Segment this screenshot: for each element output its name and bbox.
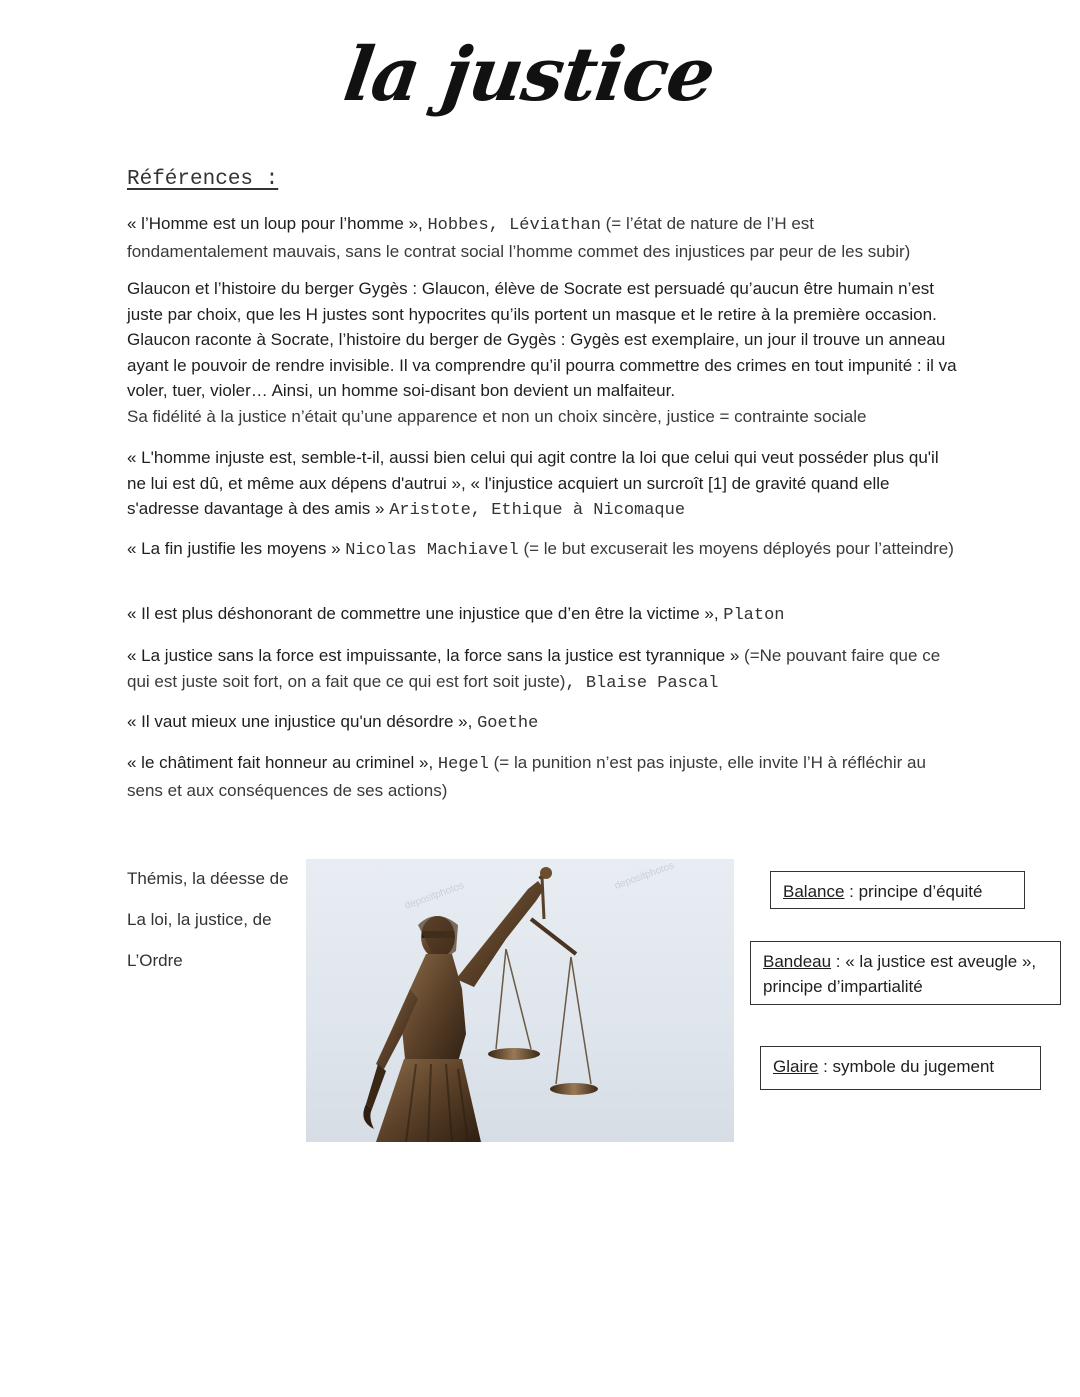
reference-goethe: [127, 709, 957, 737]
label-description: : principe d’équité: [844, 882, 983, 901]
quote-text: « l’Homme est un loup pour l’homme »,: [127, 214, 428, 233]
quote-text: « La justice sans la force est impuissante, la force sans la justice est tyrannique »: [127, 646, 745, 665]
reference-machiavel: [127, 536, 957, 564]
label-term: Glaire: [773, 1057, 819, 1076]
label-glaire: [760, 1046, 1041, 1090]
label-description: : symbole du jugement: [818, 1057, 995, 1076]
label-balance: [770, 871, 1025, 909]
glaucon-story: Glaucon et l’histoire du berger Gygès : Glaucon, élève de Socrate est persuadé qu’aucun être humain n’est juste par choix, que les H justes sont hypocrites qu’ils portent un masque et le retire à la première occasion. Glaucon raconte à Socrate, l’histoire du berger de Gygès : Gygès est exemplaire, un jour il trouve un anneau ayant le pouvoir de rendre invisible. Il va comprendre qu’il pourra commettre des crimes en tout impunité : il va voler, tuer, violer… Ainsi, un homme soi-disant bon devient un malfaiteur.: [127, 279, 957, 400]
themis-statue-image: [306, 859, 734, 1142]
label-description: : « la justice est aveugle », principe d’impartialité: [763, 952, 1037, 996]
label-bandeau: [750, 941, 1061, 1005]
references-heading: [127, 168, 278, 191]
caption-line: L’Ordre: [127, 951, 183, 970]
themis-statue-illustration: [306, 859, 734, 1142]
author-name: Platon: [723, 606, 785, 625]
caption-line: La loi, la justice, de: [127, 910, 272, 929]
author-name: Nicolas Machiavel: [345, 541, 519, 560]
quote-note: (= le but excuserait les moyens déployés pour l’atteindre): [518, 539, 954, 558]
reference-hegel: [127, 750, 957, 803]
quote-note: (= la punition n’est pas injuste, elle invite l’H à réfléchir au sens et aux conséquences de ses actions): [127, 753, 926, 800]
label-term: Bandeau: [763, 952, 832, 971]
reference-pascal: [127, 643, 957, 696]
reference-aristote: [127, 445, 957, 524]
label-term: Balance: [783, 882, 845, 901]
author-name: Goethe: [477, 714, 539, 733]
quote-note: (= l’état de nature de l’H est fondamentalement mauvais, sans le contrat social l’homme commet des injustices par peur de les subir): [127, 214, 911, 261]
reference-glaucon: [127, 276, 957, 429]
quote-text: « le châtiment fait honneur au criminel »,: [127, 753, 438, 772]
quote-text: « L'homme injuste est, semble-t-il, aussi bien celui qui agit contre la loi que celui qui veut posséder plus qu'il ne lui est dû, et même aux dépens d'autrui », « l'injustice acquiert un surcroît [1] de gravité quand elle s'adresse davantage à des amis »: [127, 448, 939, 518]
image-watermark: depositphotos: [403, 880, 466, 912]
author-name: Hobbes, Léviathan: [427, 216, 601, 235]
quote-text: « Il vaut mieux une injustice qu'un désordre »,: [127, 712, 478, 731]
page-title: la justice: [338, 32, 720, 118]
caption-line: Thémis, la déesse de: [127, 869, 289, 888]
themis-caption: [127, 858, 302, 981]
references-heading-text: Références :: [127, 168, 279, 191]
glaucon-note: Sa fidélité à la justice n’était qu’une apparence et non un choix sincère, justice = contrainte sociale: [127, 406, 867, 426]
quote-text: « Il est plus déshonorant de commettre une injustice que d’en être la victime »,: [127, 604, 724, 623]
author-name: Aristote, Ethique à Nicomaque: [389, 501, 686, 520]
author-name: , Blaise Pascal: [565, 673, 719, 693]
image-watermark: depositphotos: [613, 860, 676, 892]
quote-note: (=Ne pouvant faire que ce qui est juste soit fort, on a fait que ce qui est fort soit juste): [127, 646, 941, 691]
quote-text: « La fin justifie les moyens »: [127, 539, 346, 558]
author-name: Hegel: [437, 755, 489, 774]
reference-platon: [127, 601, 957, 629]
reference-hobbes: [127, 211, 957, 264]
